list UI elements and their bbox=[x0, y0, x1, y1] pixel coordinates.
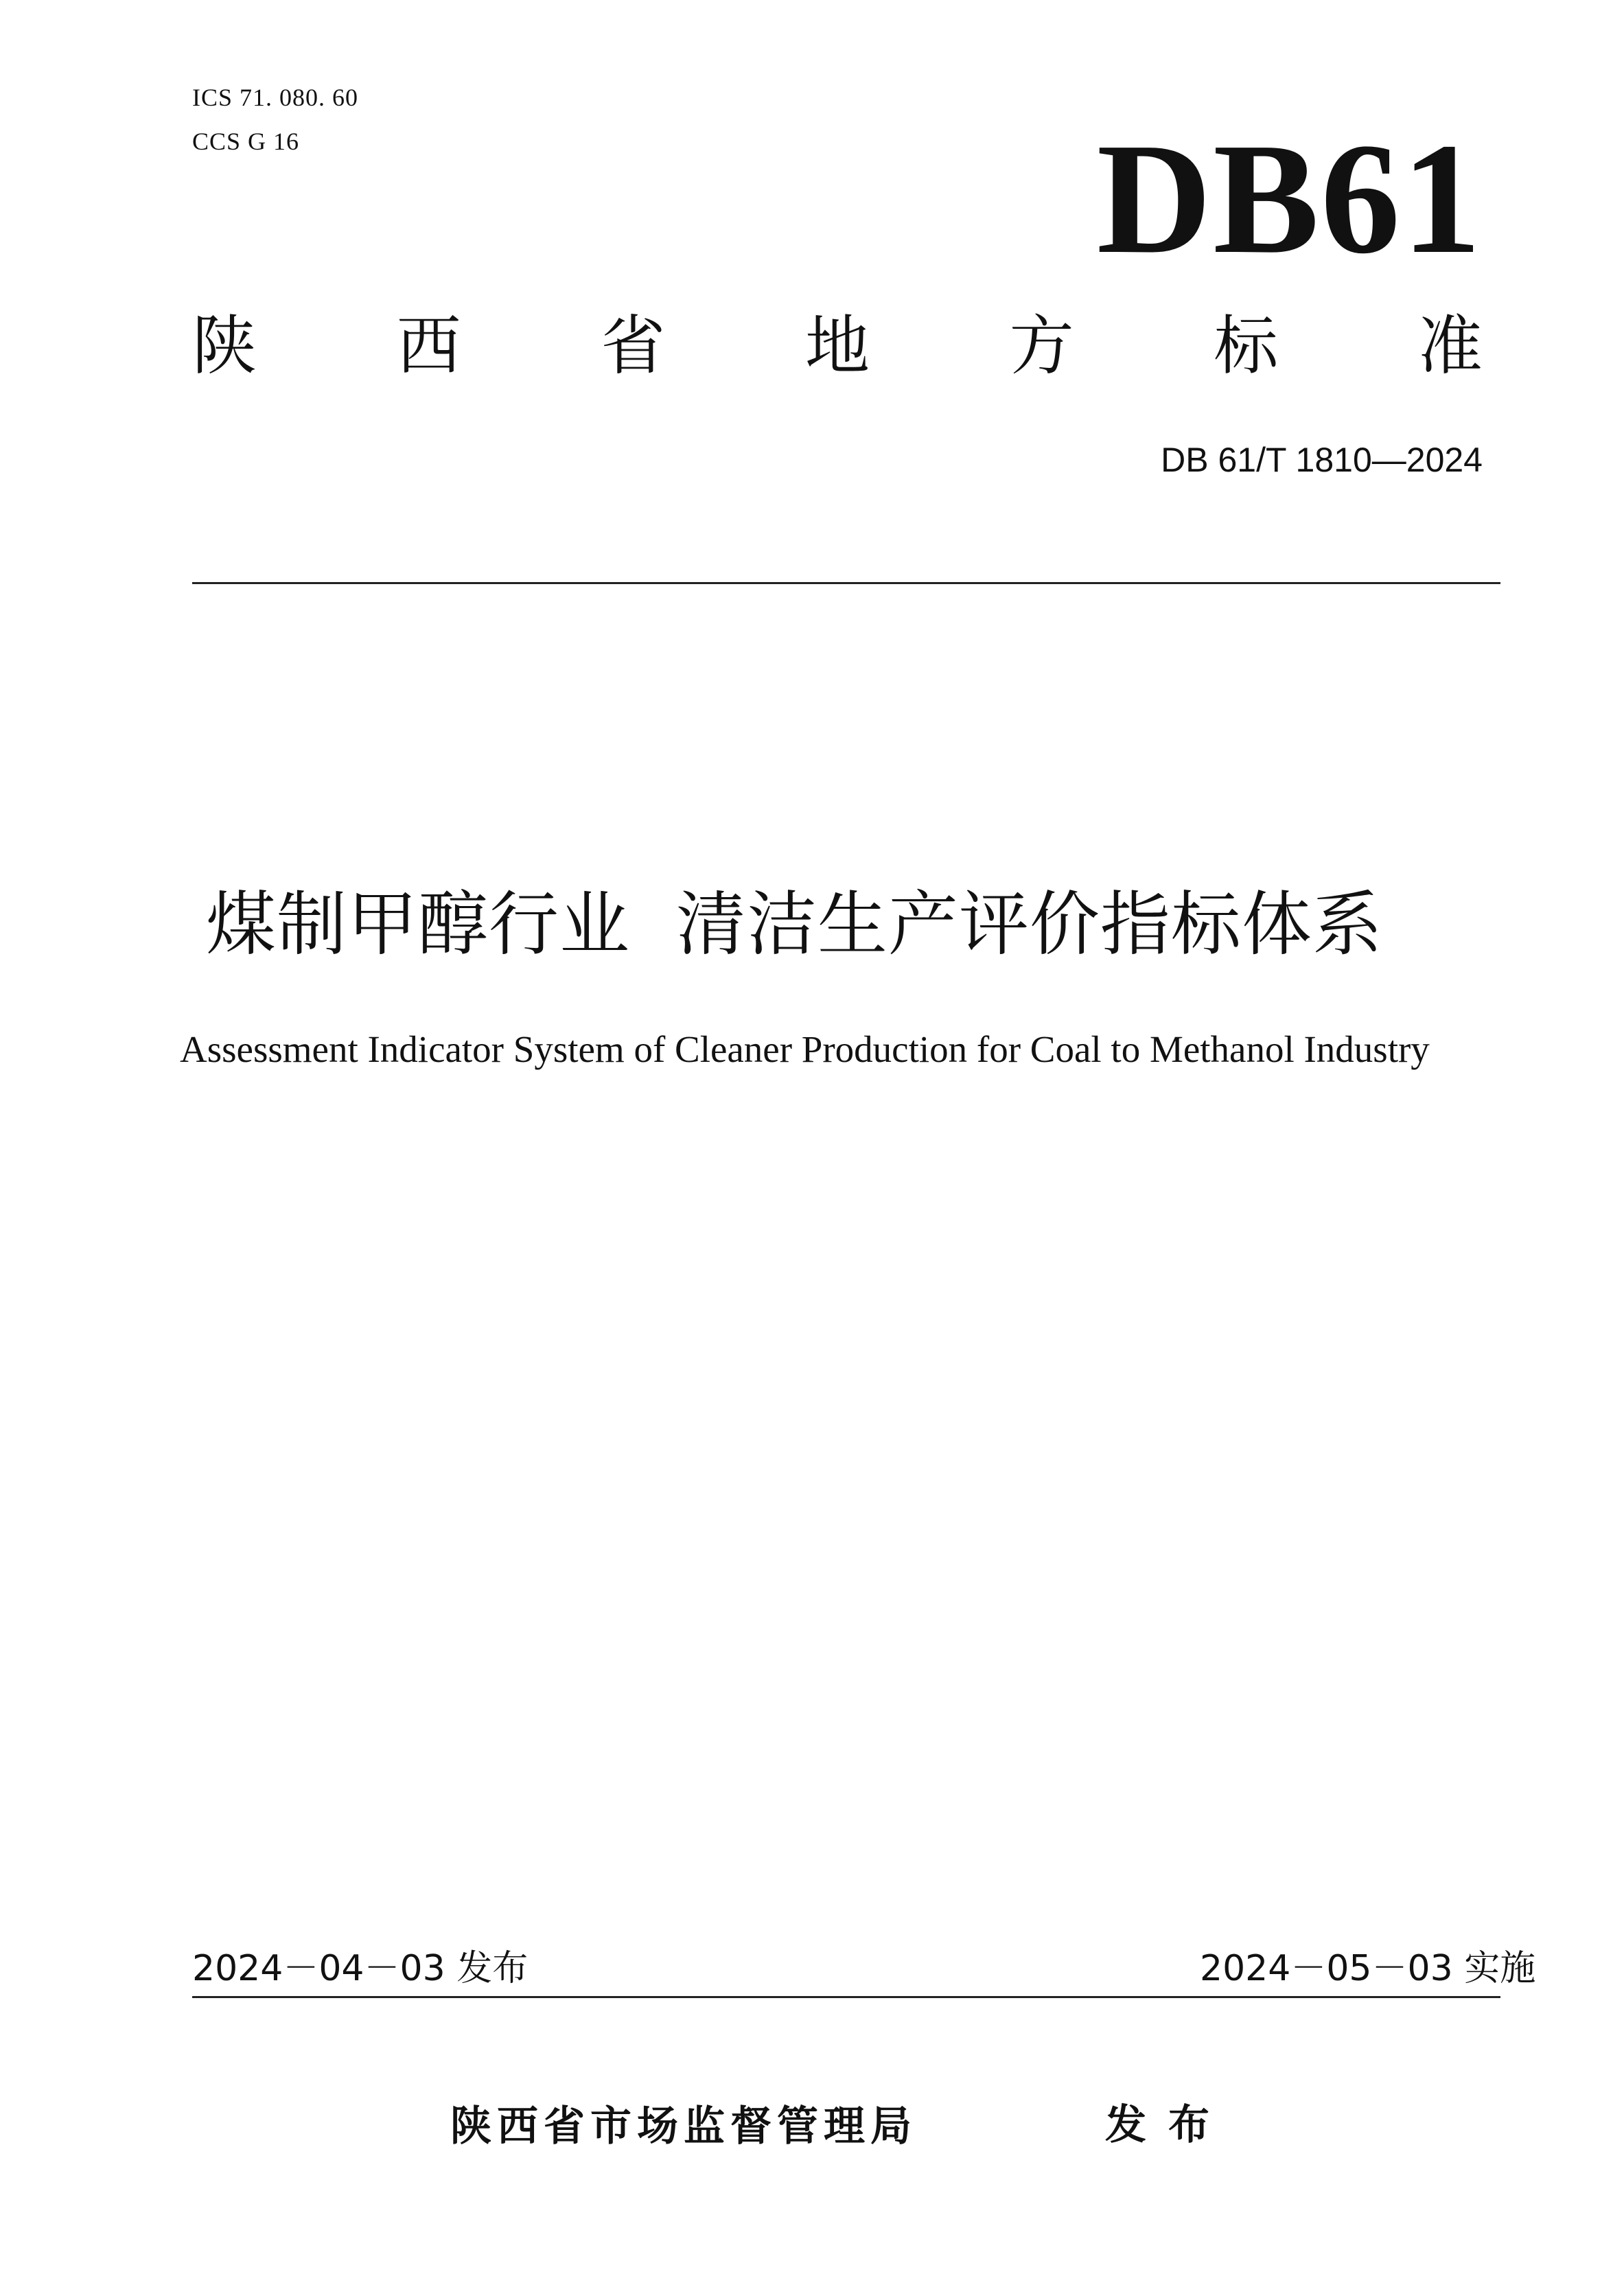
ics-code: ICS 71. 080. 60 bbox=[192, 84, 359, 111]
top-divider bbox=[192, 582, 1500, 584]
standard-logo: DB61 bbox=[1096, 111, 1483, 287]
standard-type-char: 陕 bbox=[192, 309, 257, 384]
standard-type-char: 省 bbox=[601, 309, 666, 384]
standard-type-char: 准 bbox=[1417, 309, 1483, 384]
document-title-chinese: 煤制甲醇行业 清洁生产评价指标体系 bbox=[206, 884, 1383, 966]
issuing-authority: 陕西省市场监督管理局 bbox=[450, 2102, 917, 2150]
standard-type-char: 西 bbox=[396, 309, 461, 384]
bottom-divider bbox=[192, 1996, 1500, 1998]
publish-label: 发布 bbox=[1105, 2101, 1231, 2149]
standard-type-char: 地 bbox=[804, 309, 870, 384]
standard-type-char: 标 bbox=[1214, 309, 1279, 384]
ccs-code: CCS G 16 bbox=[192, 128, 300, 155]
release-date: 2024－04－03 发布 bbox=[192, 1948, 529, 1989]
standard-type-heading bbox=[192, 309, 1483, 384]
standard-number: DB 61/T 1810—2024 bbox=[1161, 441, 1483, 479]
standard-type-char: 方 bbox=[1009, 309, 1074, 384]
effective-date: 2024－05－03 实施 bbox=[1200, 1948, 1536, 1989]
document-title-english: Assessment Indicator System of Cleaner Production for Coal to Methanol Industry bbox=[180, 1028, 1430, 1070]
